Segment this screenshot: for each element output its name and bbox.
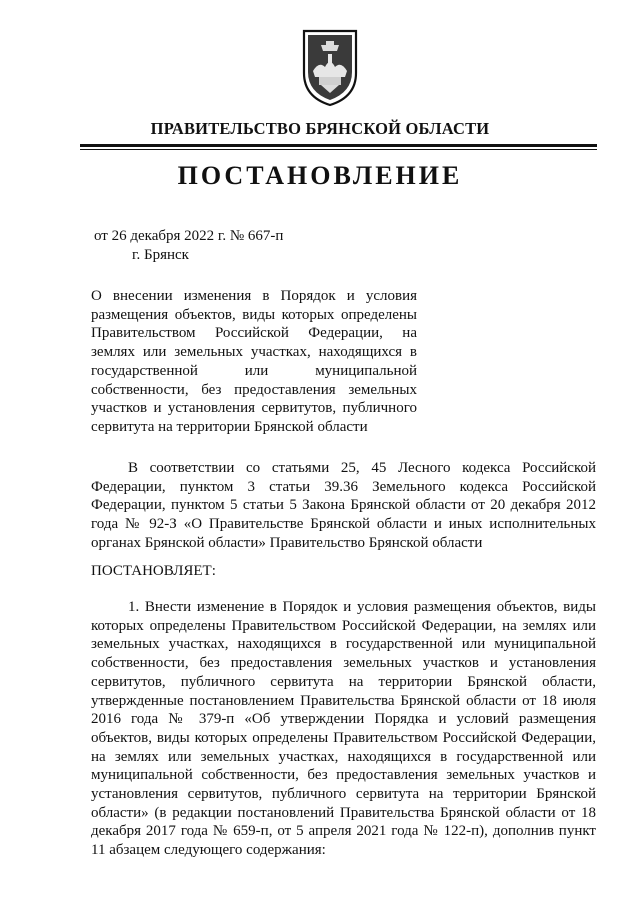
clause-1-paragraph: 1. Внести изменение в Порядок и условия размещения объектов, виды которых определены Правительством Российской Федерации, на землях или земельных участках, находящихся в государственной или муниципальной собственности, без предоставления земельных участков и установления сервитутов, публичного сервитута на территории Брянской области, утвержденные постановлением Правительства Брянской области от 18 июля 2016 года № 379-п «Об утверждении Порядка и условий размещения объектов, виды которых определены Правительством Российской Федерации, на землях или земельных участках, находящихся в государственной или муниципальной собственности, без предоставления земельных участков и установления сервитутов, публичного сервитута на территории Брянской области» (в редакции постановлений Правительства Брянской области от 18 декабря 2017 года № 659-п, от 5 апреля 2021 года № 122-п), дополнив пункт 11 абзацем следующего содержания: — [91, 599, 596, 859]
preamble-paragraph: В соответствии со статьями 25, 45 Лесного кодекса Российской Федерации, пунктом 3 статьи 39.36 Земельного кодекса Российской Федерации, пунктом 5 статьи 5 Закона Брянской области от 20 декабря 2012 года № 92-З «О Правительстве Брянской области и иных исполнительных органах Брянской области» Правительство Брянской области — [91, 460, 596, 551]
header-rule-thin — [80, 149, 597, 150]
decree-word: ПОСТАНОВЛЯЕТ: — [91, 563, 216, 579]
city-line: г. Брянск — [132, 247, 189, 263]
document-type-title: ПОСТАНОВЛЕНИЕ — [177, 161, 463, 190]
document-subject: О внесении изменения в Порядок и условия размещения объектов, виды которых определены Правительством Российской Федерации, на землях или земельных участках, находящихся в государственной или муниципальной собственности, без предоставления земельных участков и установления сервитутов, публичного сервитута на территории Брянской области — [91, 288, 417, 435]
date-number-line: от 26 декабря 2022 г. № 667-п — [94, 228, 284, 244]
organization-title: ПРАВИТЕЛЬСТВО БРЯНСКОЙ ОБЛАСТИ — [150, 119, 490, 138]
header-rule-thick — [80, 144, 597, 147]
coat-of-arms-icon — [299, 27, 361, 107]
